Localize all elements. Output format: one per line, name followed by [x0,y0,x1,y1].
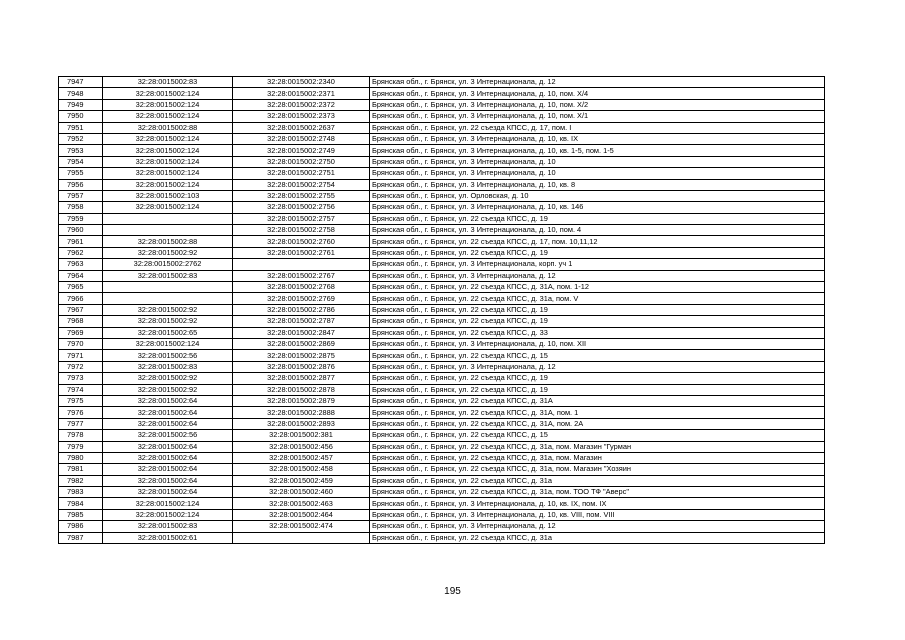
parent-cadastral-number-cell: 32:28:0015002:64 [103,407,233,418]
cadastral-number-cell: 32:28:0015002:456 [233,441,370,452]
table-row [59,202,825,213]
address-cell: Брянская обл., г. Брянск, ул. 3 Интернационала, д. 10, кв. IX [370,133,825,144]
cadastral-number-cell: 32:28:0015002:2749 [233,145,370,156]
parent-cadastral-number-cell: 32:28:0015002:64 [103,464,233,475]
cadastral-number-cell: 32:28:0015002:2869 [233,338,370,349]
cadastral-number-cell: 32:28:0015002:474 [233,521,370,532]
parent-cadastral-number-cell: 32:28:0015002:88 [103,236,233,247]
table-row [59,407,825,418]
row-number-cell: 7969 [59,327,103,338]
table-row [59,236,825,247]
parent-cadastral-number-cell: 32:28:0015002:2762 [103,259,233,270]
cadastral-number-cell: 32:28:0015002:2754 [233,179,370,190]
address-cell: Брянская обл., г. Брянск, ул. 3 Интернационала, д. 10, пом. Х/4 [370,88,825,99]
parent-cadastral-number-cell: 32:28:0015002:64 [103,452,233,463]
cadastral-number-cell: 32:28:0015002:2755 [233,190,370,201]
table-row [59,122,825,133]
table-row [59,475,825,486]
row-number-cell: 7966 [59,293,103,304]
table-row [59,350,825,361]
table-row [59,293,825,304]
row-number-cell: 7972 [59,361,103,372]
parent-cadastral-number-cell: 32:28:0015002:124 [103,202,233,213]
table-row [59,316,825,327]
cadastral-number-cell: 32:28:0015002:2787 [233,316,370,327]
row-number-cell: 7948 [59,88,103,99]
address-cell: Брянская обл., г. Брянск, ул. 22 съезда КПСС, д. 19 [370,304,825,315]
address-cell: Брянская обл., г. Брянск, ул. 22 съезда КПСС, д. 31а, пом. Магазин "Гурман [370,441,825,452]
row-number-cell: 7958 [59,202,103,213]
row-number-cell: 7983 [59,487,103,498]
page-number: 195 [444,586,461,597]
cadastral-table [58,76,825,544]
row-number-cell: 7963 [59,259,103,270]
cadastral-number-cell: 32:28:0015002:2875 [233,350,370,361]
row-number-cell: 7964 [59,270,103,281]
row-number-cell: 7976 [59,407,103,418]
table-row [59,156,825,167]
parent-cadastral-number-cell [103,225,233,236]
table-row [59,361,825,372]
table-row [59,77,825,88]
table-row [59,384,825,395]
address-cell: Брянская обл., г. Брянск, ул. 22 съезда КПСС, д. 15 [370,430,825,441]
cadastral-number-cell: 32:28:0015002:457 [233,452,370,463]
parent-cadastral-number-cell: 32:28:0015002:61 [103,532,233,543]
row-number-cell: 7965 [59,282,103,293]
address-cell: Брянская обл., г. Брянск, ул. Орловская, д. 10 [370,190,825,201]
cadastral-number-cell: 32:28:0015002:2761 [233,247,370,258]
cadastral-number-cell: 32:28:0015002:2767 [233,270,370,281]
parent-cadastral-number-cell: 32:28:0015002:103 [103,190,233,201]
cadastral-number-cell: 32:28:0015002:458 [233,464,370,475]
address-cell: Брянская обл., г. Брянск, ул. 22 съезда КПСС, д. 19 [370,384,825,395]
cadastral-number-cell: 32:28:0015002:2876 [233,361,370,372]
row-number-cell: 7961 [59,236,103,247]
address-cell: Брянская обл., г. Брянск, ул. 22 съезда КПСС, д. 31а, пом. ТОО ТФ "Аверс" [370,487,825,498]
row-number-cell: 7953 [59,145,103,156]
parent-cadastral-number-cell [103,293,233,304]
parent-cadastral-number-cell: 32:28:0015002:83 [103,521,233,532]
row-number-cell: 7970 [59,338,103,349]
table-row [59,190,825,201]
address-cell: Брянская обл., г. Брянск, ул. 22 съезда КПСС, д. 31а, пом. V [370,293,825,304]
cadastral-number-cell: 32:28:0015002:2760 [233,236,370,247]
cadastral-number-cell: 32:28:0015002:2637 [233,122,370,133]
parent-cadastral-number-cell: 32:28:0015002:124 [103,179,233,190]
cadastral-number-cell: 32:28:0015002:2893 [233,418,370,429]
cadastral-number-cell: 32:28:0015002:2877 [233,373,370,384]
address-cell: Брянская обл., г. Брянск, ул. 22 съезда КПСС, д. 17, пом. I [370,122,825,133]
parent-cadastral-number-cell: 32:28:0015002:83 [103,361,233,372]
parent-cadastral-number-cell: 32:28:0015002:64 [103,487,233,498]
row-number-cell: 7979 [59,441,103,452]
row-number-cell: 7968 [59,316,103,327]
cadastral-number-cell: 32:28:0015002:381 [233,430,370,441]
table-row [59,430,825,441]
address-cell: Брянская обл., г. Брянск, ул. 3 Интернационала, д. 10, кв. 1-5, пом. 1-5 [370,145,825,156]
parent-cadastral-number-cell: 32:28:0015002:92 [103,384,233,395]
cadastral-number-cell: 32:28:0015002:464 [233,509,370,520]
parent-cadastral-number-cell: 32:28:0015002:64 [103,441,233,452]
table-row [59,464,825,475]
parent-cadastral-number-cell: 32:28:0015002:92 [103,304,233,315]
address-cell: Брянская обл., г. Брянск, ул. 3 Интернационала, д. 10, пом. Х/2 [370,99,825,110]
row-number-cell: 7982 [59,475,103,486]
row-number-cell: 7987 [59,532,103,543]
row-number-cell: 7980 [59,452,103,463]
table-row [59,521,825,532]
address-cell: Брянская обл., г. Брянск, ул. 22 съезда КПСС, д. 19 [370,373,825,384]
row-number-cell: 7962 [59,247,103,258]
table-row [59,452,825,463]
cadastral-number-cell: 32:28:0015002:2879 [233,395,370,406]
parent-cadastral-number-cell: 32:28:0015002:124 [103,156,233,167]
row-number-cell: 7981 [59,464,103,475]
parent-cadastral-number-cell: 32:28:0015002:64 [103,418,233,429]
cadastral-number-cell: 32:28:0015002:459 [233,475,370,486]
parent-cadastral-number-cell: 32:28:0015002:64 [103,475,233,486]
table-row [59,338,825,349]
address-cell: Брянская обл., г. Брянск, ул. 22 съезда КПСС, д. 31А [370,395,825,406]
cadastral-number-cell: 32:28:0015002:2748 [233,133,370,144]
table-row [59,99,825,110]
table-row [59,225,825,236]
cadastral-number-cell: 32:28:0015002:2888 [233,407,370,418]
address-cell: Брянская обл., г. Брянск, ул. 22 съезда КПСС, д. 31А, пом. 1 [370,407,825,418]
table-row [59,133,825,144]
cadastral-number-cell: 32:28:0015002:2768 [233,282,370,293]
parent-cadastral-number-cell: 32:28:0015002:92 [103,316,233,327]
row-number-cell: 7974 [59,384,103,395]
row-number-cell: 7955 [59,168,103,179]
row-number-cell: 7960 [59,225,103,236]
parent-cadastral-number-cell: 32:28:0015002:83 [103,270,233,281]
address-cell: Брянская обл., г. Брянск, ул. 22 съезда КПСС, д. 31А, пом. 1-12 [370,282,825,293]
cadastral-number-cell: 32:28:0015002:2786 [233,304,370,315]
address-cell: Брянская обл., г. Брянск, ул. 22 съезда КПСС, д. 19 [370,213,825,224]
parent-cadastral-number-cell [103,213,233,224]
table-row [59,487,825,498]
row-number-cell: 7984 [59,498,103,509]
address-cell: Брянская обл., г. Брянск, ул. 3 Интернационала, д. 10 [370,156,825,167]
address-cell: Брянская обл., г. Брянск, ул. 3 Интернационала, д. 10, кв. 8 [370,179,825,190]
cadastral-number-cell: 32:28:0015002:2340 [233,77,370,88]
row-number-cell: 7954 [59,156,103,167]
address-cell: Брянская обл., г. Брянск, ул. 3 Интернационала, д. 12 [370,521,825,532]
address-cell: Брянская обл., г. Брянск, ул. 22 съезда КПСС, д. 31а [370,475,825,486]
row-number-cell: 7952 [59,133,103,144]
parent-cadastral-number-cell: 32:28:0015002:124 [103,145,233,156]
address-cell: Брянская обл., г. Брянск, ул. 22 съезда КПСС, д. 31а, пом. Магазин [370,452,825,463]
row-number-cell: 7956 [59,179,103,190]
cadastral-number-cell: 32:28:0015002:2371 [233,88,370,99]
address-cell: Брянская обл., г. Брянск, ул. 3 Интернационала, д. 10, кв. 146 [370,202,825,213]
table-row [59,145,825,156]
parent-cadastral-number-cell: 32:28:0015002:124 [103,168,233,179]
table-row [59,259,825,270]
address-cell: Брянская обл., г. Брянск, ул. 22 съезда КПСС, д. 19 [370,316,825,327]
row-number-cell: 7986 [59,521,103,532]
table-row [59,327,825,338]
cadastral-number-cell: 32:28:0015002:2373 [233,111,370,122]
table-row [59,441,825,452]
address-cell: Брянская обл., г. Брянск, ул. 22 съезда КПСС, д. 19 [370,247,825,258]
row-number-cell: 7975 [59,395,103,406]
address-cell: Брянская обл., г. Брянск, ул. 22 съезда КПСС, д. 31а, пом. Магазин "Хозяин [370,464,825,475]
cadastral-number-cell: 32:28:0015002:2757 [233,213,370,224]
parent-cadastral-number-cell: 32:28:0015002:83 [103,77,233,88]
address-cell: Брянская обл., г. Брянск, ул. 22 съезда КПСС, д. 31а [370,532,825,543]
table-row [59,304,825,315]
row-number-cell: 7978 [59,430,103,441]
parent-cadastral-number-cell: 32:28:0015002:92 [103,373,233,384]
parent-cadastral-number-cell: 32:28:0015002:124 [103,133,233,144]
cadastral-number-cell: 32:28:0015002:2769 [233,293,370,304]
cadastral-number-cell [233,259,370,270]
table-row [59,509,825,520]
parent-cadastral-number-cell: 32:28:0015002:88 [103,122,233,133]
parent-cadastral-number-cell: 32:28:0015002:124 [103,498,233,509]
table-row [59,282,825,293]
address-cell: Брянская обл., г. Брянск, ул. 3 Интернационала, д. 10, пом. 4 [370,225,825,236]
address-cell: Брянская обл., г. Брянск, ул. 3 Интернационала, д. 10, кв. IX, пом. IX [370,498,825,509]
address-cell: Брянская обл., г. Брянск, ул. 3 Интернационала, д. 12 [370,77,825,88]
table-row [59,270,825,281]
cadastral-number-cell: 32:28:0015002:2750 [233,156,370,167]
cadastral-number-cell: 32:28:0015002:460 [233,487,370,498]
cadastral-number-cell: 32:28:0015002:2756 [233,202,370,213]
address-cell: Брянская обл., г. Брянск, ул. 3 Интернационала, корп. уч 1 [370,259,825,270]
cadastral-number-cell [233,532,370,543]
parent-cadastral-number-cell: 32:28:0015002:56 [103,350,233,361]
parent-cadastral-number-cell: 32:28:0015002:124 [103,509,233,520]
address-cell: Брянская обл., г. Брянск, ул. 3 Интернационала, д. 12 [370,270,825,281]
cadastral-number-cell: 32:28:0015002:463 [233,498,370,509]
parent-cadastral-number-cell: 32:28:0015002:64 [103,395,233,406]
cadastral-number-cell: 32:28:0015002:2878 [233,384,370,395]
parent-cadastral-number-cell: 32:28:0015002:124 [103,88,233,99]
cadastral-number-cell: 32:28:0015002:2751 [233,168,370,179]
table-row [59,532,825,543]
cadastral-number-cell: 32:28:0015002:2758 [233,225,370,236]
address-cell: Брянская обл., г. Брянск, ул. 22 съезда КПСС, д. 31А, пом. 2А [370,418,825,429]
address-cell: Брянская обл., г. Брянск, ул. 3 Интернационала, д. 10 [370,168,825,179]
table-row [59,179,825,190]
table-row [59,373,825,384]
row-number-cell: 7985 [59,509,103,520]
row-number-cell: 7949 [59,99,103,110]
row-number-cell: 7973 [59,373,103,384]
row-number-cell: 7971 [59,350,103,361]
table-row [59,247,825,258]
parent-cadastral-number-cell: 32:28:0015002:56 [103,430,233,441]
cadastral-number-cell: 32:28:0015002:2847 [233,327,370,338]
table-row [59,213,825,224]
table-row [59,395,825,406]
parent-cadastral-number-cell: 32:28:0015002:124 [103,99,233,110]
table-body [59,77,825,544]
row-number-cell: 7967 [59,304,103,315]
row-number-cell: 7951 [59,122,103,133]
parent-cadastral-number-cell: 32:28:0015002:124 [103,111,233,122]
row-number-cell: 7957 [59,190,103,201]
address-cell: Брянская обл., г. Брянск, ул. 22 съезда КПСС, д. 33 [370,327,825,338]
table-row [59,88,825,99]
parent-cadastral-number-cell: 32:28:0015002:92 [103,247,233,258]
cadastral-number-cell: 32:28:0015002:2372 [233,99,370,110]
table-row [59,498,825,509]
address-cell: Брянская обл., г. Брянск, ул. 3 Интернационала, д. 10, кв. VIII, пом. VIII [370,509,825,520]
parent-cadastral-number-cell: 32:28:0015002:65 [103,327,233,338]
row-number-cell: 7950 [59,111,103,122]
address-cell: Брянская обл., г. Брянск, ул. 3 Интернационала, д. 10, пом. XII [370,338,825,349]
parent-cadastral-number-cell [103,282,233,293]
row-number-cell: 7947 [59,77,103,88]
address-cell: Брянская обл., г. Брянск, ул. 3 Интернационала, д. 10, пом. Х/1 [370,111,825,122]
parent-cadastral-number-cell: 32:28:0015002:124 [103,338,233,349]
row-number-cell: 7959 [59,213,103,224]
table-row [59,168,825,179]
row-number-cell: 7977 [59,418,103,429]
address-cell: Брянская обл., г. Брянск, ул. 3 Интернационала, д. 12 [370,361,825,372]
address-cell: Брянская обл., г. Брянск, ул. 22 съезда КПСС, д. 15 [370,350,825,361]
table-row [59,111,825,122]
table-row [59,418,825,429]
address-cell: Брянская обл., г. Брянск, ул. 22 съезда КПСС, д. 17, пом. 10,11,12 [370,236,825,247]
